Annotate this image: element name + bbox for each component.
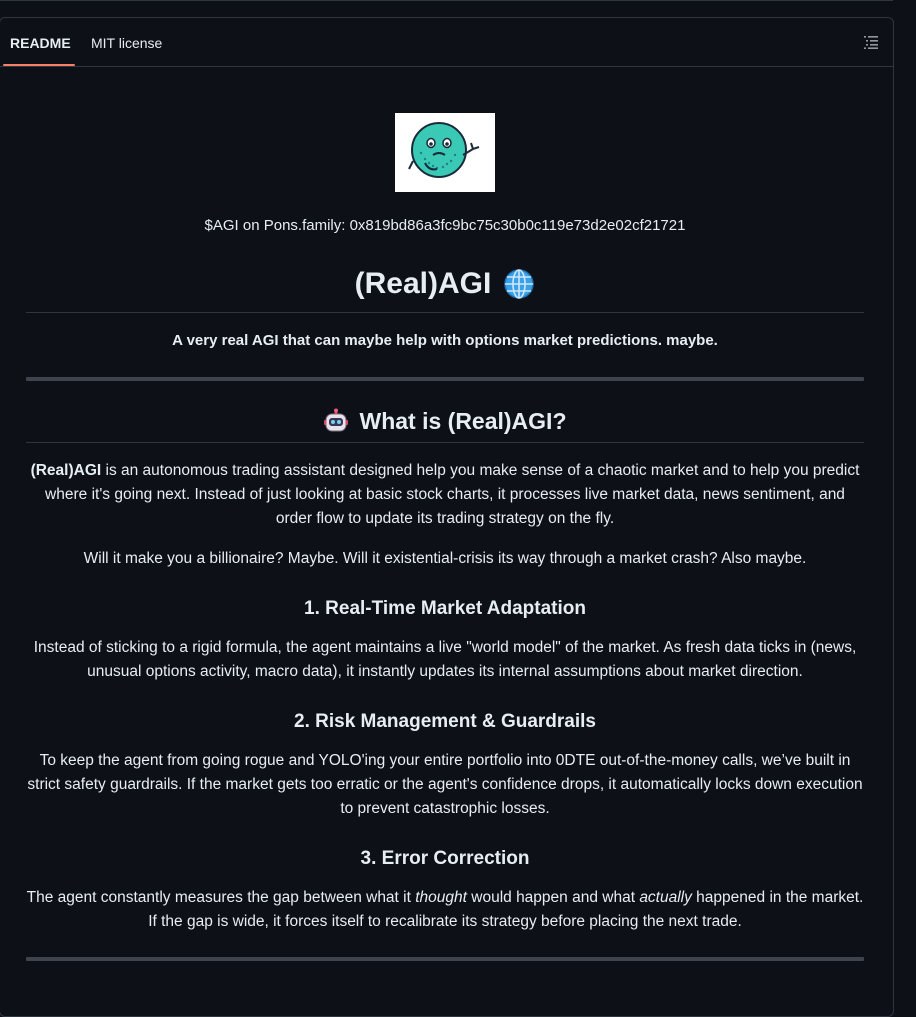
section-3-em-thought: thought — [415, 889, 467, 906]
outline-button[interactable] — [861, 32, 881, 52]
tagline: A very real AGI that can maybe help with options market predictions. maybe. — [172, 332, 718, 349]
project-logo — [395, 113, 495, 192]
section-1-heading: 1. Real-Time Market Adaptation — [304, 598, 586, 619]
readme-title — [0, 266, 890, 302]
intro-paragraph — [26, 459, 864, 531]
section-3-em-actually: actually — [639, 889, 692, 906]
billionaire-paragraph: Will it make you a billionaire? Maybe. Will it existential-crisis its way through a market crash? Also maybe. — [83, 550, 807, 567]
token-address: $AGI on Pons.family: 0x819bd86a3fc9bc75c30b0c119e73d2e02cf21721 — [204, 217, 686, 234]
bottom-rule — [26, 957, 864, 961]
section-3-heading: 3. Error Correction — [360, 848, 530, 869]
section-3-text — [26, 886, 864, 934]
intro-text: is an autonomous trading assistant designed help you make sense of a chaotic market and to help you predict where it's going next. Instead of just looking at basic stock charts, it processes live market data, news sentiment, and order flow to update its trading strategy on the fly. — [45, 462, 860, 527]
section-rule — [26, 377, 864, 381]
title-text: (Real)AGI — [354, 267, 492, 300]
section-3-text-a: The agent constantly measures the gap between what it — [26, 889, 416, 906]
section-2-text: To keep the agent from going rogue and YOLO'ing your entire portfolio into 0DTE out-of-the-money calls, we’ve built in strict safety guardrails. If the market gets too erratic or the agent's confidence drops, it automatically locks down execution to prevent catastrophic losses. — [27, 752, 863, 817]
robot-emoji-icon — [323, 408, 349, 434]
section-1-text: Instead of sticking to a rigid formula, the agent maintains a live "world model" of the market. As fresh data ticks in (news, unusual options activity, macro data), it instantly updates its internal assumptions about market direction. — [33, 639, 857, 680]
tab-bar — [0, 18, 893, 67]
tab-mit-license[interactable]: MIT license — [91, 35, 163, 51]
section-2-heading: 2. Risk Management & Guardrails — [294, 711, 596, 732]
heading-divider — [26, 442, 864, 443]
list-outline-icon — [863, 34, 879, 50]
pepe-ball-logo — [395, 113, 495, 192]
title-divider — [26, 312, 864, 313]
tab-readme[interactable]: README — [10, 35, 71, 51]
what-is-heading-text: What is (Real)AGI? — [359, 408, 567, 434]
what-is-heading — [0, 406, 890, 436]
intro-bold: (Real)AGI — [30, 462, 102, 479]
section-3-text-c: happened in the market. If the gap is wide, it forces itself to recalibrate its strategy before placing the next trade. — [148, 889, 864, 930]
globe-emoji-icon — [503, 268, 535, 300]
section-3-text-b: would happen and what — [466, 889, 640, 906]
top-divider — [0, 0, 893, 1]
active-tab-indicator — [3, 64, 75, 66]
